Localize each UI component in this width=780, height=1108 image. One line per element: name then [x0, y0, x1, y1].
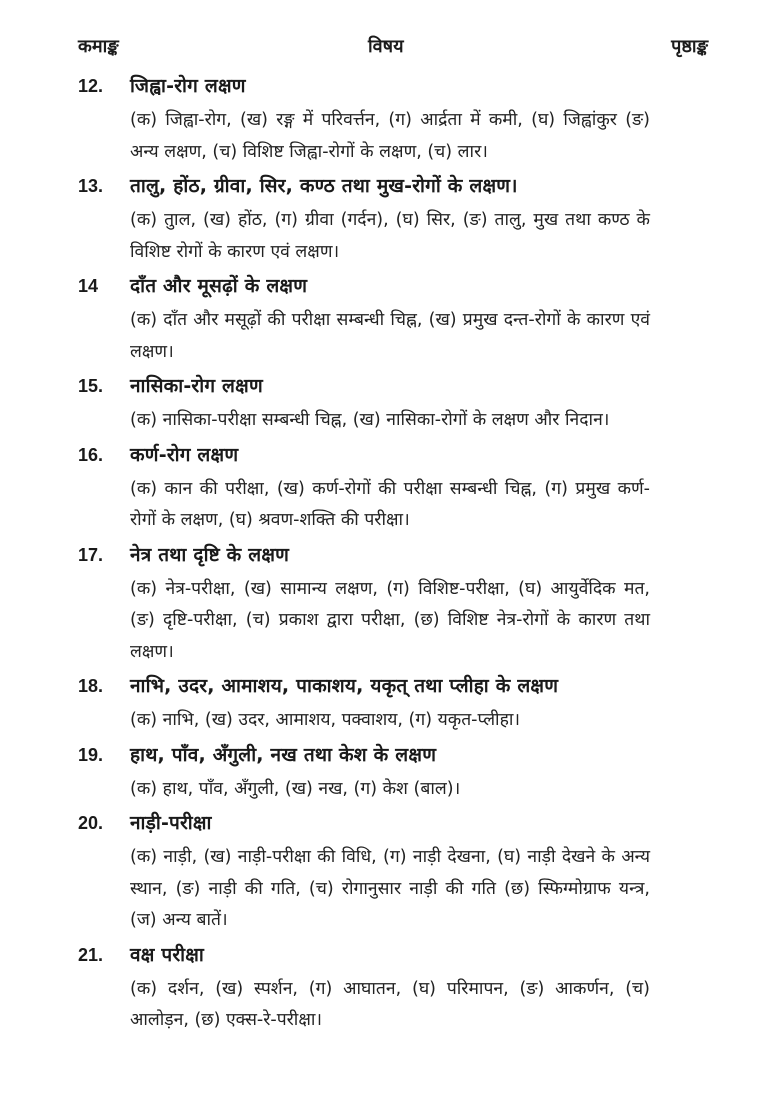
contents-list: [78, 72, 658, 1041]
subject-column-heading: विषय: [368, 36, 404, 57]
entry-title: नेत्र तथा दृष्टि के लक्षण: [130, 543, 290, 566]
entry-description: (क) नासिका-परीक्षा सम्बन्धी चिह्न, (ख) नासिका-रोगों के लक्षण और निदान।: [130, 410, 610, 430]
contents-header: [78, 34, 708, 64]
contents-entry-15: [78, 372, 658, 437]
contents-entry-17: [78, 541, 658, 669]
entry-number: 15.: [78, 376, 104, 396]
entry-number: 21.: [78, 944, 104, 965]
contents-entry-19: [78, 741, 658, 806]
contents-entry-14: [78, 272, 658, 368]
entry-number: 12.: [78, 76, 104, 96]
entry-title: तालु, होंठ, ग्रीवा, सिर, कण्ठ तथा मुख-रोगों के लक्षण।: [130, 175, 518, 197]
entry-description: (क) दर्शन, (ख) स्पर्शन, (ग) आघातन, (घ) परिमापन, (ङ) आकर्णन, (च) आलोड़न, (छ) एक्स-रे-परीक्षा।: [130, 978, 650, 1030]
entry-description: (क) हाथ, पाँव, अँगुली, (ख) नख, (ग) केश (बाल)।: [130, 778, 461, 799]
serial-column-heading: कमाङ्क: [78, 36, 119, 57]
entry-description: (क) कान की परीक्षा, (ख) कर्ण-रोगों की परीक्षा सम्बन्धी चिह्न, (ग) प्रमुख कर्ण-रोगों के लक्षण, (घ) श्रवण-शक्ति की परीक्षा।: [130, 478, 650, 530]
entry-description: (क) नाभि, (ख) उदर, आमाशय, पक्वाशय, (ग) यकृत-प्लीहा।: [130, 710, 521, 730]
contents-entry-21: [78, 941, 658, 1037]
entry-title: हाथ, पाँव, अँगुली, नख तथा केश के लक्षण: [130, 743, 437, 766]
entry-description: (क) दाँत और मसूढ़ों की परीक्षा सम्बन्धी चिह्न, (ख) प्रमुख दन्त-रोगों के कारण एवं लक्षण।: [130, 310, 650, 362]
entry-title: कर्ण-रोग लक्षण: [130, 443, 239, 466]
contents-entry-20: [78, 809, 658, 937]
entry-number: 20.: [78, 813, 104, 833]
entry-number: 19.: [78, 744, 104, 765]
entry-title: जिह्वा-रोग लक्षण: [130, 75, 246, 97]
entry-title: वक्ष परीक्षा: [130, 943, 205, 966]
contents-entry-16: [78, 441, 658, 537]
entry-title: नाड़ी-परीक्षा: [130, 812, 212, 834]
page-column-heading: पृष्ठाङ्क: [671, 36, 708, 57]
contents-entry-13: [78, 172, 658, 268]
entry-title: नासिका-रोग लक्षण: [130, 375, 263, 397]
entry-description: (क) तुाल, (ख) होंठ, (ग) ग्रीवा (गर्दन), (घ) सिर, (ङ) तालु, मुख तथा कण्ठ के विशिष्ट रोगों के कारण एवं लक्षण।: [130, 210, 650, 262]
entry-description: (क) नेत्र-परीक्षा, (ख) सामान्य लक्षण, (ग) विशिष्ट-परीक्षा, (घ) आयुर्वेदिक मत, (ङ) दृष्टि-परीक्षा, (च) प्रकाश द्वारा परीक्षा, (छ) विशिष्ट नेत्र-रोगों के कारण तथा लक्षण।: [130, 578, 650, 662]
entry-number: 16.: [78, 444, 104, 465]
entry-number: 17.: [78, 544, 104, 565]
contents-entry-18: [78, 672, 658, 737]
entry-number: 18.: [78, 676, 104, 696]
entry-number: 13.: [78, 176, 104, 196]
entry-number: 14: [78, 276, 99, 296]
entry-title: नाभि, उदर, आमाशय, पाकाशय, यकृत् तथा प्लीहा के लक्षण: [130, 675, 559, 697]
contents-entry-12: [78, 72, 658, 168]
entry-description: (क) जिह्वा-रोग, (ख) रङ्ग में परिवर्त्तन, (ग) आर्द्रता में कमी, (घ) जिह्वांकुर (ङ) अन्य लक्षण, (च) विशिष्ट जिह्वा-रोगों के लक्षण, (च) लार।: [130, 110, 650, 162]
entry-title: दाँत और मूसढ़ों के लक्षण: [130, 275, 308, 297]
entry-description: (क) नाड़ी, (ख) नाड़ी-परीक्षा की विधि, (ग) नाड़ी देखना, (घ) नाड़ी देखने के अन्य स्थान, (ङ) नाड़ी की गति, (च) रोगानुसार नाड़ी की गति (छ) स्फिग्मोग्राफ यन्त्र, (ज) अन्य बातें।: [130, 847, 650, 930]
